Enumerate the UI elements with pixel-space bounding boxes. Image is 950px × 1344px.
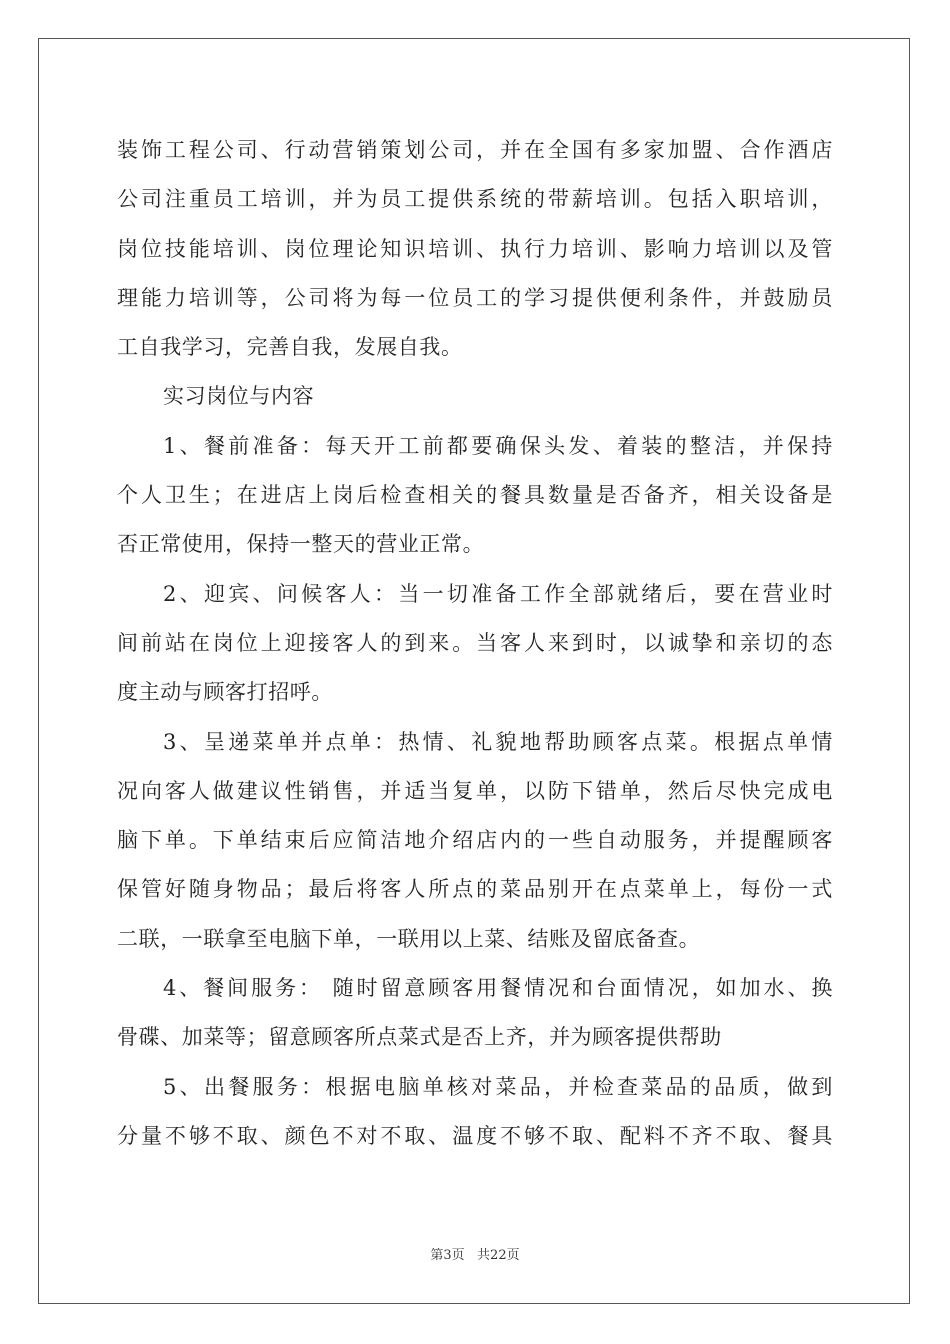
text-line: 工自我学习，完善自我，发展自我。 [117,335,463,360]
list-item-start: 2、迎宾、问候客人：当一切准备工作全部就绪后，要在营业时 [163,581,833,606]
text-line: 岗位技能培训、岗位理论知识培训、执行力培训、影响力培训以及管 [117,236,833,261]
text-line: 况向客人做建议性销售，并适当复单，以防下错单，然后尽快完成电 [117,778,833,803]
list-item-start: 3、呈递菜单并点单：热情、礼貌地帮助顾客点菜。根据点单情 [163,729,833,754]
list-item-start: 5、出餐服务：根据电脑单核对菜品，并检查菜品的品质，做到 [163,1074,833,1099]
text-line: 理能力培训等，公司将为每一位员工的学习提供便利条件，并鼓励员 [117,285,833,310]
document-body [117,126,833,1161]
text-line: 度主动与顾客打招呼。 [117,680,333,705]
list-item-start: 1、餐前准备：每天开工前都要确保头发、着装的整洁，并保持 [163,433,833,458]
text-line: 骨碟、加菜等；留意顾客所点菜式是否上齐，并为顾客提供帮助 [117,1025,722,1050]
text-line: 脑下单。下单结束后应简洁地介绍店内的一些自动服务，并提醒顾客 [117,828,833,853]
text-line: 公司注重员工培训，并为员工提供系统的带薪培训。包括入职培训， [117,187,833,212]
text-line: 二联，一联拿至电脑下单，一联用以上菜、结账及留底备查。 [117,926,701,951]
text-line: 个人卫生；在进店上岗后检查相关的餐具数量是否备齐，相关设备是 [117,483,833,508]
text-line: 分量不够不取、颜色不对不取、温度不够不取、配料不齐不取、餐具 [117,1123,833,1148]
page-number-footer: 第3页 共22页 [430,1248,520,1263]
text-line: 否正常使用，保持一整天的营业正常。 [117,532,485,557]
text-line: 间前站在岗位上迎接客人的到来。当客人来到时，以诚挚和亲切的态 [117,630,833,655]
text-line: 保管好随身物品；最后将客人所点的菜品别开在点菜单上，每份一式 [117,877,833,902]
list-item-start: 4、餐间服务： 随时留意顾客用餐情况和台面情况，如加水、换 [163,976,833,1001]
text-line: 装饰工程公司、行动营销策划公司，并在全国有多家加盟、合作酒店 [117,138,833,162]
section-heading: 实习岗位与内容 [163,384,315,409]
